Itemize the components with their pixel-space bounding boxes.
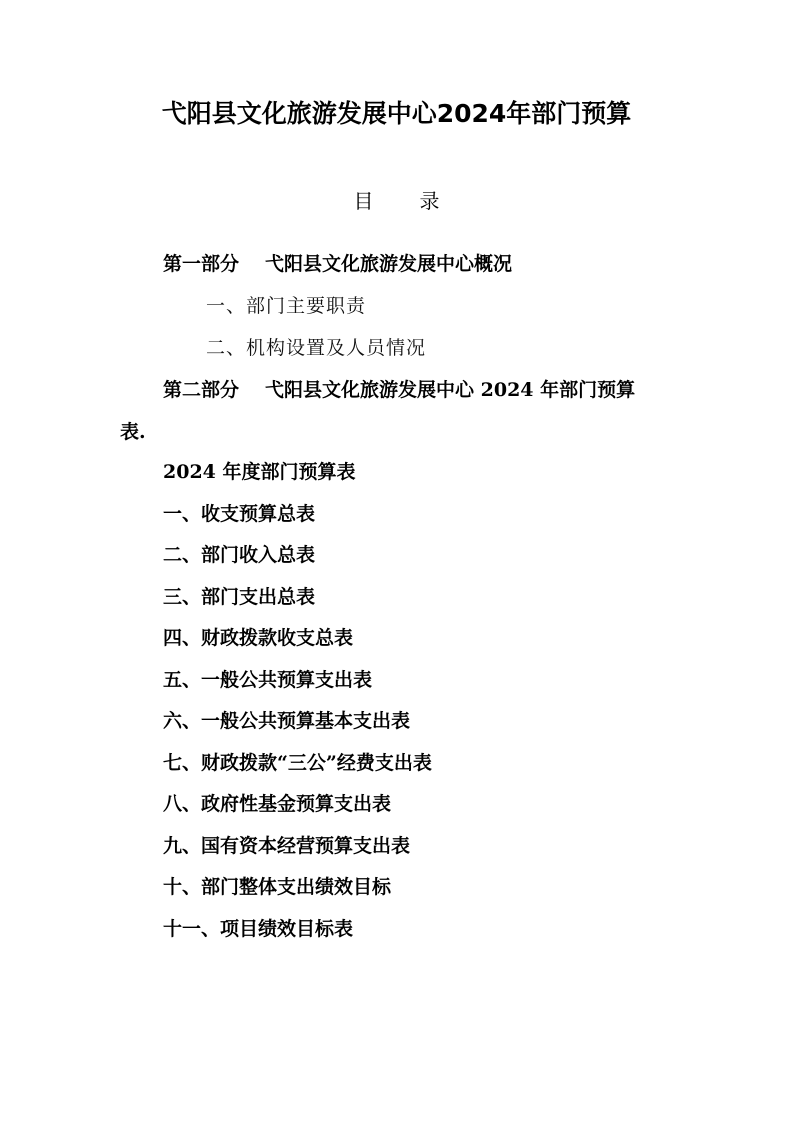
part1-text: 弋阳县文化旅游发展中心概况 [265, 253, 513, 275]
toc-table-item: 九、国有资本经营预算支出表 [163, 835, 411, 857]
toc-table-item: 五、一般公共预算支出表 [163, 669, 373, 691]
toc-part1 [163, 250, 512, 278]
toc-part2-tail: 表. [120, 421, 146, 443]
toc-heading-right: 录 [419, 189, 440, 213]
tables-heading: 2024 年度部门预算表 [163, 461, 356, 483]
toc-table-item: 十、部门整体支出绩效目标 [163, 876, 392, 898]
toc-table-item: 八、政府性基金预算支出表 [163, 793, 392, 815]
toc-table-item: 七、财政拨款“三公”经费支出表 [163, 752, 432, 774]
toc-table-item: 六、一般公共预算基本支出表 [163, 710, 411, 732]
toc-heading [0, 186, 793, 216]
document-title: 弋阳县文化旅游发展中心2024年部门预算 [161, 99, 632, 128]
toc-table-item: 一、收支预算总表 [163, 503, 316, 525]
part2-label: 第二部分 [163, 379, 240, 401]
part2-text: 弋阳县文化旅游发展中心 2024 年部门预算 [265, 379, 636, 401]
toc-part1-item: 一、部门主要职责 [206, 295, 367, 317]
toc-table-item: 四、财政拨款收支总表 [163, 627, 354, 649]
toc-part2 [163, 376, 635, 404]
toc-table-item: 二、部门收入总表 [163, 544, 316, 566]
toc-heading-left: 目 [353, 189, 374, 213]
part1-label: 第一部分 [163, 253, 240, 275]
toc-part1-item: 二、机构设置及人员情况 [206, 337, 427, 359]
toc-table-item: 三、部门支出总表 [163, 586, 316, 608]
toc-table-item: 十一、项目绩效目标表 [163, 918, 354, 940]
